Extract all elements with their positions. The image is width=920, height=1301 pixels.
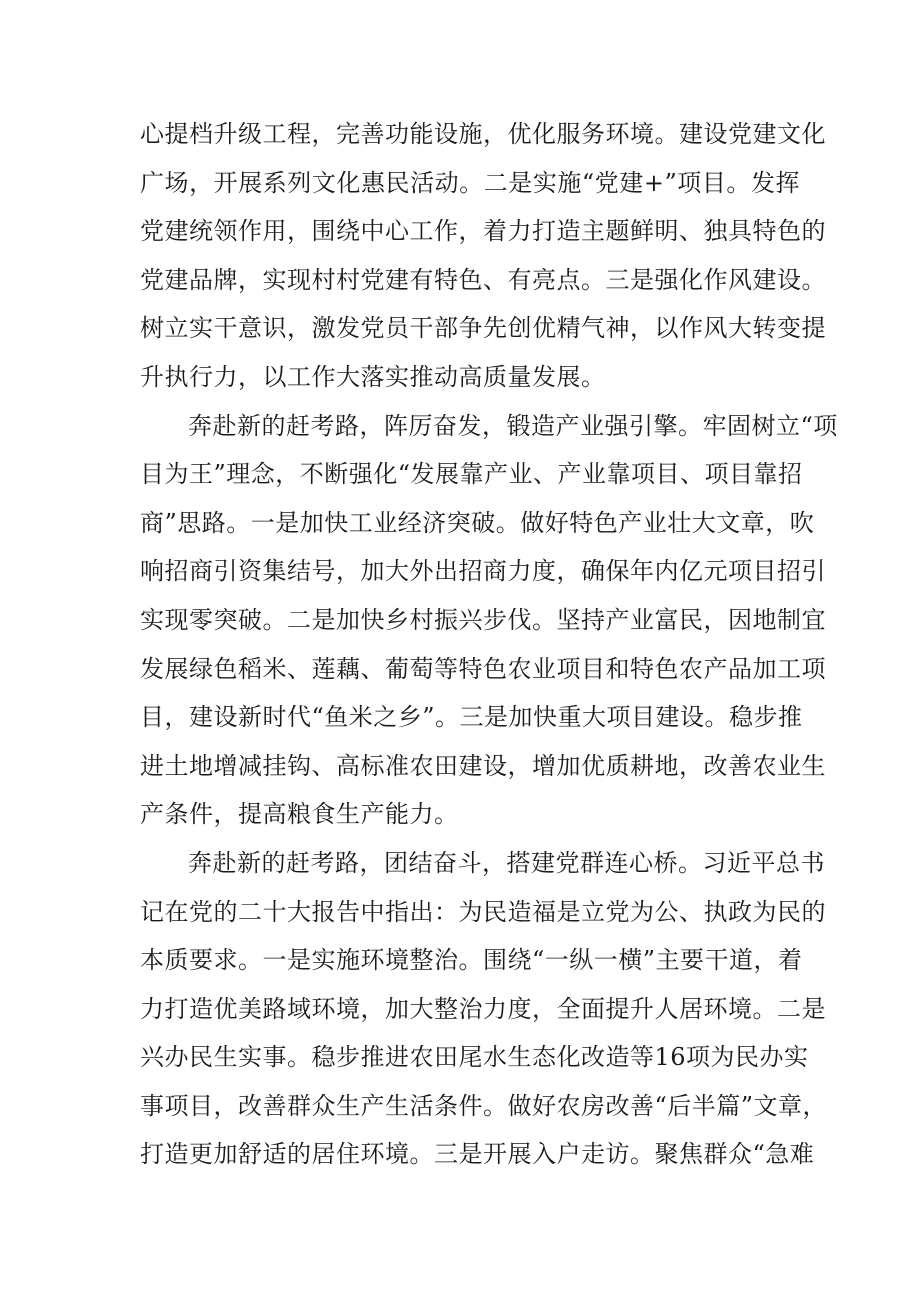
text-line: 心提档升级工程，完善功能设施，优化服务环境。建设党建文化: [140, 120, 826, 148]
text-line: 进土地增减挂钩、高标准农田建设，增加优质耕地，改善农业生: [140, 751, 826, 780]
text-line: 升执行力，以工作大落实推动高质量发展。: [140, 362, 606, 391]
text-line: 党建品牌，实现村村党建有特色、有亮点。三是强化作风建设。: [140, 265, 826, 294]
text-line: 发展绿色稻米、莲藕、葡萄等特色农业项目和特色农产品加工项: [140, 654, 826, 683]
text-line: 兴办民生实事。稳步推进农田尾水生态化改造等16项为民办实: [140, 1043, 809, 1072]
text-line: 打造更加舒适的居住环境。三是开展入户走访。聚焦群众“急难: [140, 1140, 815, 1169]
text-line: 目，建设新时代“鱼米之乡”。三是加快重大项目建设。稳步推: [140, 703, 803, 732]
text-line: 产条件，提高粮食生产能力。: [140, 800, 459, 829]
text-line: 实现零突破。二是加快乡村振兴步伐。坚持产业富民，因地制宜: [140, 605, 826, 634]
paragraph-1: [140, 110, 826, 402]
paragraph-2: [140, 402, 838, 839]
text-line: 本质要求。一是实施环境整治。围绕“一纵一横”主要干道，着: [140, 946, 803, 975]
text-line: 商”思路。一是加快工业经济突破。做好特色产业壮大文章，吹: [140, 508, 815, 537]
paragraph-3: [140, 839, 828, 1179]
text-line: 事项目，改善群众生产生活条件。做好农房改善“后半篇”文章，: [140, 1091, 828, 1120]
text-line: 党建统领作用，围绕中心工作，着力打造主题鲜明、独具特色的: [140, 217, 826, 246]
text-line: 奔赴新的赶考路，团结奋斗，搭建党群连心桥。习近平总书: [188, 848, 825, 877]
text-line: 力打造优美路域环境，加大整治力度，全面提升人居环境。二是: [140, 994, 826, 1023]
text-line: 树立实干意识，激发党员干部争先创优精气神，以作风大转变提: [140, 314, 826, 343]
text-line: 目为王”理念，不断强化“发展靠产业、产业靠项目、项目靠招: [140, 460, 803, 489]
text-line: 响招商引资集结号，加大外出招商力度，确保年内亿元项目招引: [140, 557, 826, 586]
text-line: 广场，开展系列文化惠民活动。二是实施“党建+”项目。发挥: [140, 168, 800, 197]
text-line: 奔赴新的赶考路，阵厉奋发，锻造产业强引擎。牢固树立“项: [188, 411, 838, 440]
text-line: 记在党的二十大报告中指出：为民造福是立党为公、执政为民的: [140, 897, 826, 926]
document-body: [140, 110, 838, 1179]
